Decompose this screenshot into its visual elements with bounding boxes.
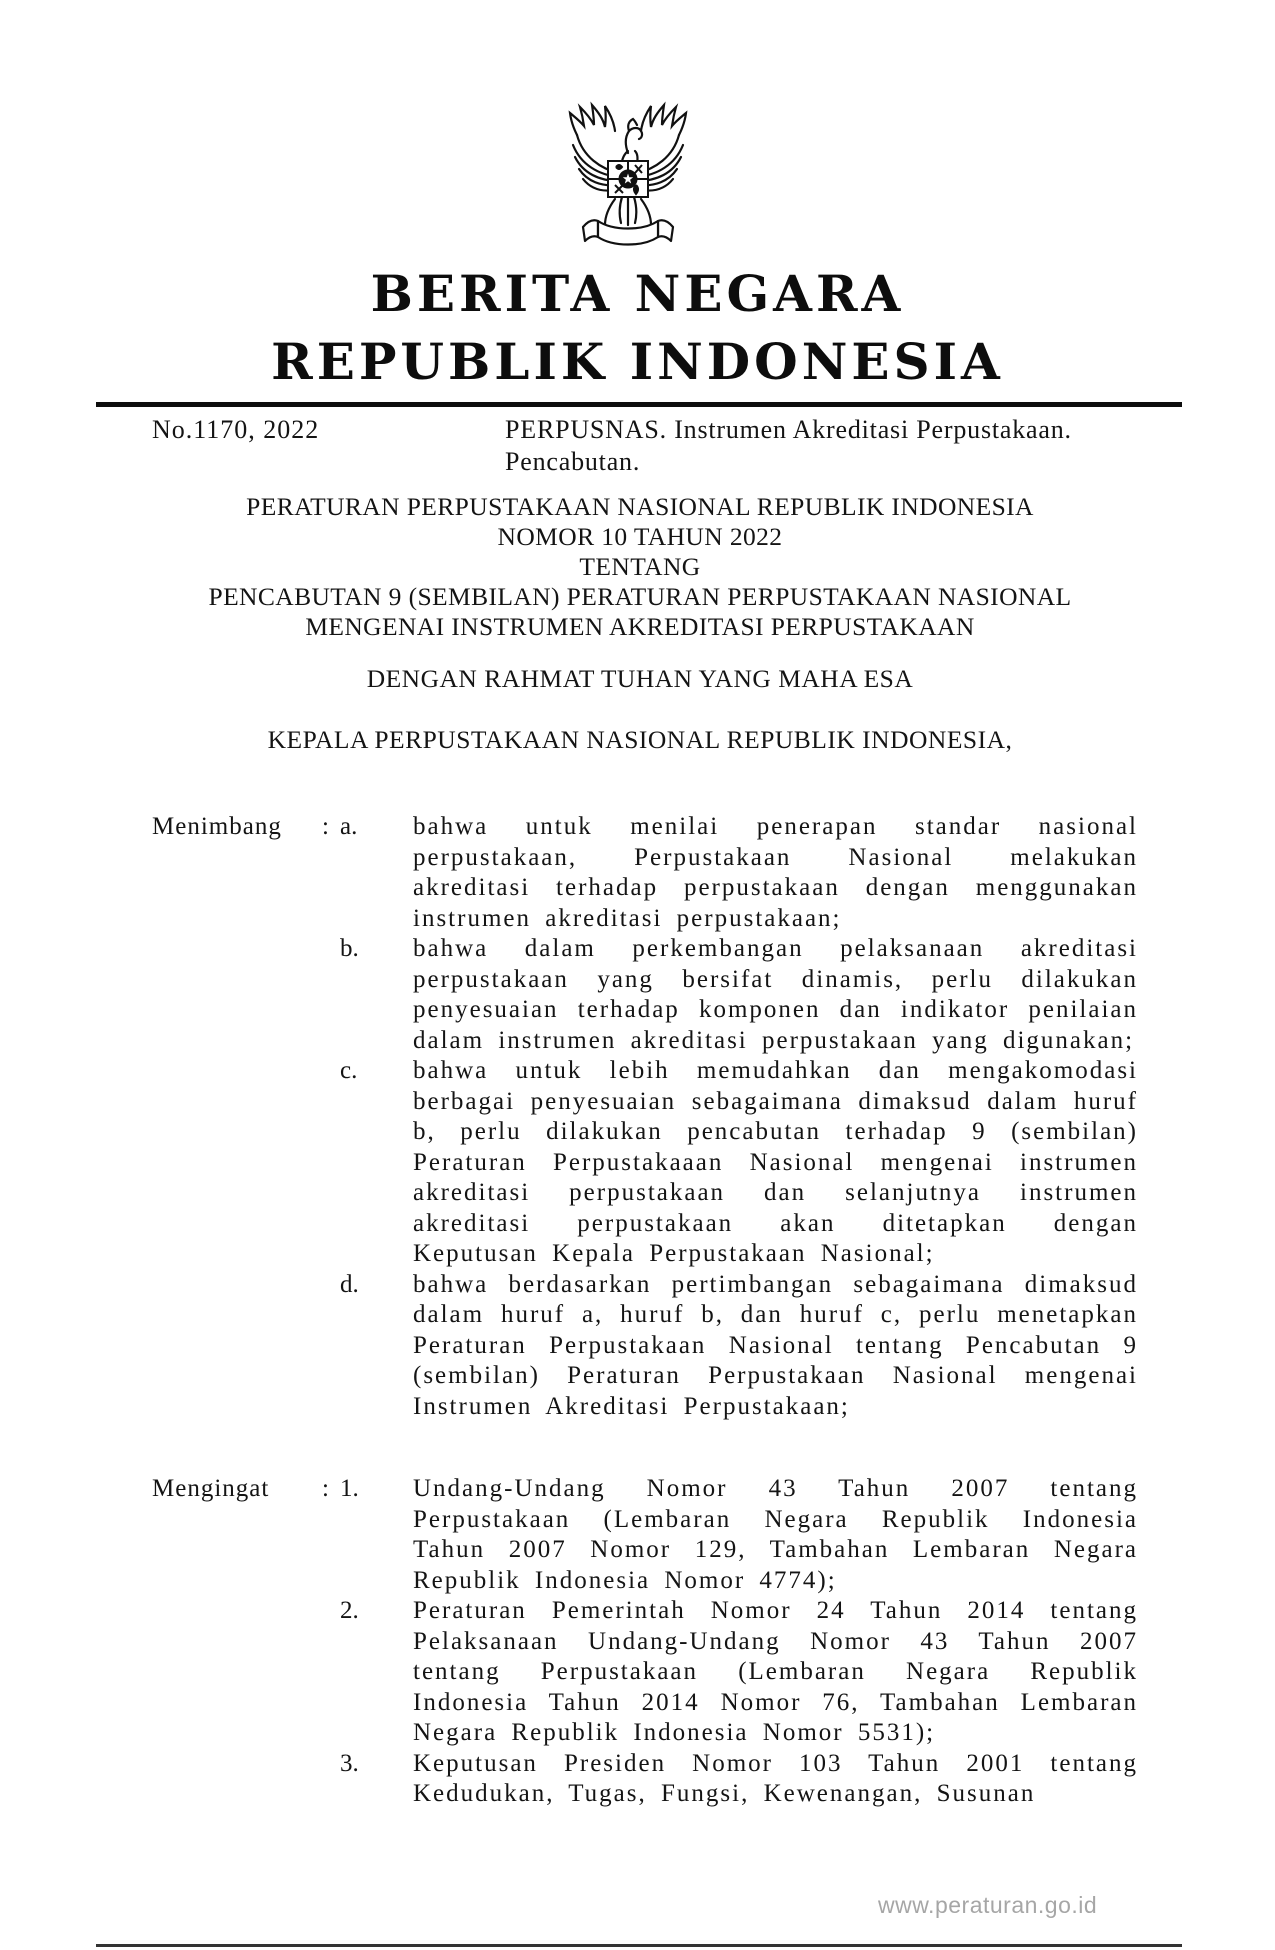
gazette-subject	[505, 414, 1141, 478]
mengingat-item-1	[340, 1474, 1138, 1596]
item-marker: d.	[340, 1270, 359, 1298]
menimbang-item-c	[340, 1056, 1138, 1270]
menimbang-item-b	[340, 934, 1138, 1056]
item-marker: 2.	[340, 1597, 359, 1624]
menimbang-section	[152, 812, 1138, 1422]
mengingat-section	[152, 1474, 1138, 1810]
gazette-subject-line2: Pencabutan.	[505, 447, 641, 476]
menimbang-item-d	[340, 1270, 1138, 1423]
masthead-title	[0, 260, 1275, 396]
mengingat-items	[340, 1474, 1138, 1810]
motto-line: DENGAN RAHMAT TUHAN YANG MAHA ESA	[366, 664, 914, 693]
regulation-title-line: PERATURAN PERPUSTAKAAN NASIONAL REPUBLIK INDONESIA	[246, 492, 1034, 521]
mengingat-item-3	[340, 1749, 1138, 1810]
regulation-title	[112, 492, 1168, 642]
masthead-line1: BERITA NEGARA	[370, 264, 905, 323]
mengingat-item-2	[340, 1596, 1138, 1749]
gazette-subject-line1: PERPUSNAS. Instrumen Akreditasi Perpustakaan.	[505, 415, 1072, 444]
item-text: bahwa berdasarkan pertimbangan sebagaimana dimaksud dalam huruf a, huruf b, dan huruf c, perlu menetapkan Peraturan Perpustakaan Nasional tentang Pencabutan 9 (sembilan) Peraturan Perpustakaan Nasional mengenai Instrumen Akreditasi Perpustakaan;	[413, 1270, 1138, 1420]
regulation-title-line: TENTANG	[579, 552, 701, 581]
item-text: bahwa untuk lebih memudahkan dan mengakomodasi berbagai penyesuaian sebagaimana dimaksud dalam huruf b, perlu dilakukan pencabutan terhadap 9 (sembilan) Peraturan Perpustakaaan Nasional mengenai instrumen akreditasi perpustakaan dan selanjutnya instrumen akreditasi perpustakaan akan ditetapkan dengan Keputusan Kepala Perpustakaan Nasional;	[413, 1057, 1138, 1267]
menimbang-colon: :	[322, 813, 329, 840]
regulation-title-line: MENGENAI INSTRUMEN AKREDITASI PERPUSTAKAAN	[305, 612, 975, 641]
mengingat-label: Mengingat	[152, 1475, 270, 1502]
item-text: bahwa dalam perkembangan pelaksanaan akreditasi perpustakaan yang bersifat dinamis, perlu dilakukan penyesuaian terhadap komponen dan indikator penilaian dalam instrumen akreditasi perpustakaan yang digunakan;	[413, 935, 1138, 1054]
menimbang-items	[340, 812, 1138, 1422]
header-rule	[96, 402, 1182, 407]
peraturan-watermark: www.peraturan.go.id	[878, 1892, 1098, 1918]
menimbang-label: Menimbang	[152, 813, 282, 840]
item-text: Peraturan Pemerintah Nomor 24 Tahun 2014 tentang Pelaksanaan Undang-Undang Nomor 43 Tahun 2007 tentang Perpustakaan (Lembaran Negara Republik Indonesia Tahun 2014 Nomor 76, Tambahan Lembaran Negara Republik Indonesia Nomor 5531);	[413, 1597, 1138, 1746]
item-marker: 1.	[340, 1475, 359, 1502]
item-text: Keputusan Presiden Nomor 103 Tahun 2001 tentang Kedudukan, Tugas, Fungsi, Kewenangan, Susunan	[413, 1749, 1138, 1807]
item-marker: b.	[340, 935, 359, 962]
item-text: Undang-Undang Nomor 43 Tahun 2007 tentang Perpustakaan (Lembaran Negara Republik Indonesia Tahun 2007 Nomor 129, Tambahan Lembaran Negara Republik Indonesia Nomor 4774);	[413, 1475, 1138, 1594]
gazette-header-row	[152, 414, 1142, 478]
menimbang-item-a	[340, 812, 1138, 934]
footer-rule	[96, 1944, 1182, 1947]
gazette-number: No.1170, 2022	[152, 415, 320, 444]
regulation-title-line: PENCABUTAN 9 (SEMBILAN) PERATURAN PERPUSTAKAAN NASIONAL	[208, 582, 1072, 611]
item-marker: 3.	[340, 1749, 359, 1777]
item-marker: a.	[340, 813, 358, 840]
mengingat-colon: :	[322, 1475, 329, 1502]
masthead-line2: REPUBLIK INDONESIA	[271, 332, 1004, 391]
item-marker: c.	[340, 1057, 358, 1084]
official-heading: KEPALA PERPUSTAKAAN NASIONAL REPUBLIK INDONESIA,	[267, 725, 1013, 754]
regulation-title-line: NOMOR 10 TAHUN 2022	[497, 522, 783, 551]
item-text: bahwa untuk menilai penerapan standar nasional perpustakaan, Perpustakaan Nasional melakukan akreditasi terhadap perpustakaan dengan menggunakan instrumen akreditasi perpustakaan;	[413, 813, 1138, 932]
garuda-pancasila-emblem-icon	[553, 90, 703, 254]
